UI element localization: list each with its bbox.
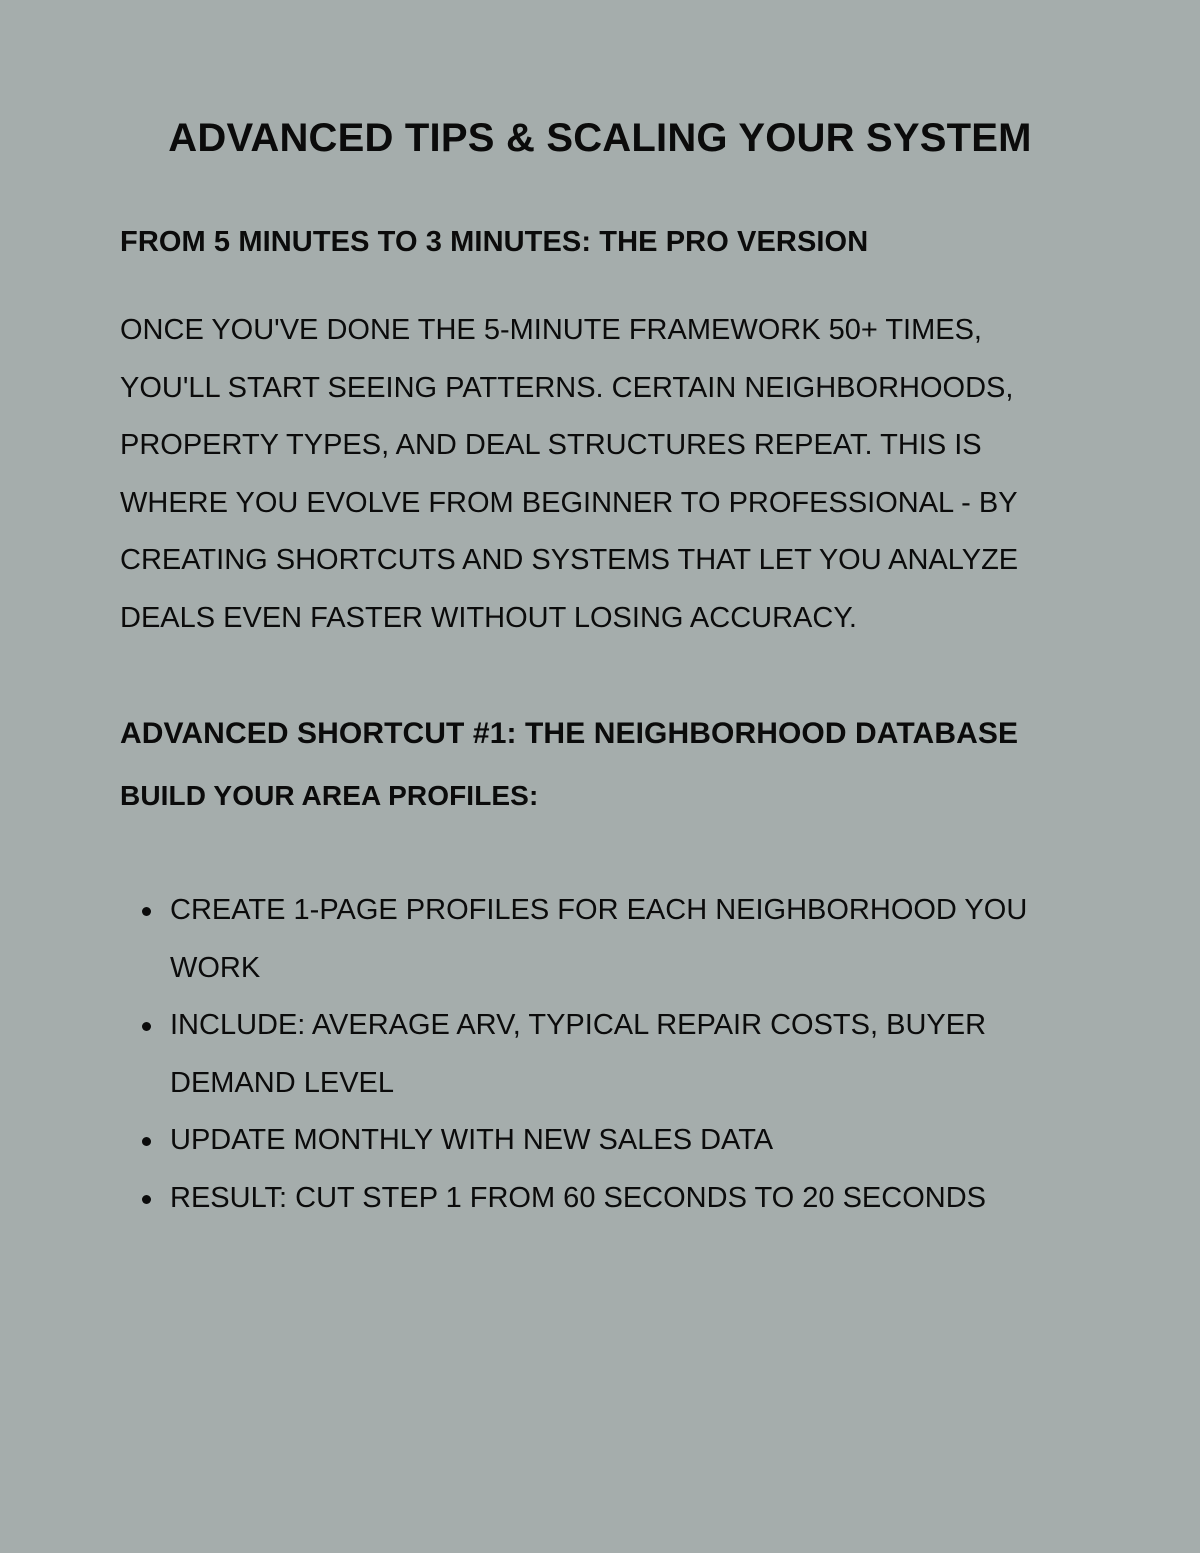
list-item-text: INCLUDE: AVERAGE ARV, TYPICAL REPAIR COSTS, BUYER DEMAND LEVEL bbox=[170, 1009, 987, 1099]
bullet-icon bbox=[142, 1022, 151, 1031]
list-item-text: RESULT: CUT STEP 1 FROM 60 SECONDS TO 20 SECONDS bbox=[170, 1181, 986, 1214]
list-item bbox=[120, 882, 1060, 997]
bullet-list bbox=[120, 882, 1060, 1227]
bullet-icon bbox=[142, 1195, 151, 1204]
intro-paragraph: ONCE YOU'VE DONE THE 5-MINUTE FRAMEWORK 50+ TIMES, YOU'LL START SEEING PATTERNS. CERTAIN NEIGHBORHOODS, PROPERTY TYPES, AND DEAL STRUCTURES REPEAT. THIS IS WHERE YOU EVOLVE FROM BEGINNER TO PROFESSIONAL - BY CREATING SHORTCUTS AND SYSTEMS THAT LET YOU ANALYZE DEALS EVEN FASTER WITHOUT LOSING ACCURACY. bbox=[120, 314, 1019, 634]
page-title: ADVANCED TIPS & SCALING YOUR SYSTEM bbox=[168, 116, 1032, 160]
bullet-icon bbox=[142, 1137, 151, 1146]
area-profiles-heading: BUILD YOUR AREA PROFILES: bbox=[120, 780, 539, 811]
list-item bbox=[120, 1170, 1060, 1228]
list-item bbox=[120, 997, 1060, 1112]
list-item-text: UPDATE MONTHLY WITH NEW SALES DATA bbox=[170, 1124, 774, 1156]
list-item-text: CREATE 1-PAGE PROFILES FOR EACH NEIGHBORHOOD YOU WORK bbox=[170, 894, 1028, 984]
pro-version-heading: FROM 5 MINUTES TO 3 MINUTES: THE PRO VERSION bbox=[120, 226, 869, 258]
bullet-icon bbox=[142, 907, 151, 916]
shortcut-heading: ADVANCED SHORTCUT #1: THE NEIGHBORHOOD DATABASE bbox=[120, 717, 1019, 750]
list-item bbox=[120, 1112, 1060, 1170]
